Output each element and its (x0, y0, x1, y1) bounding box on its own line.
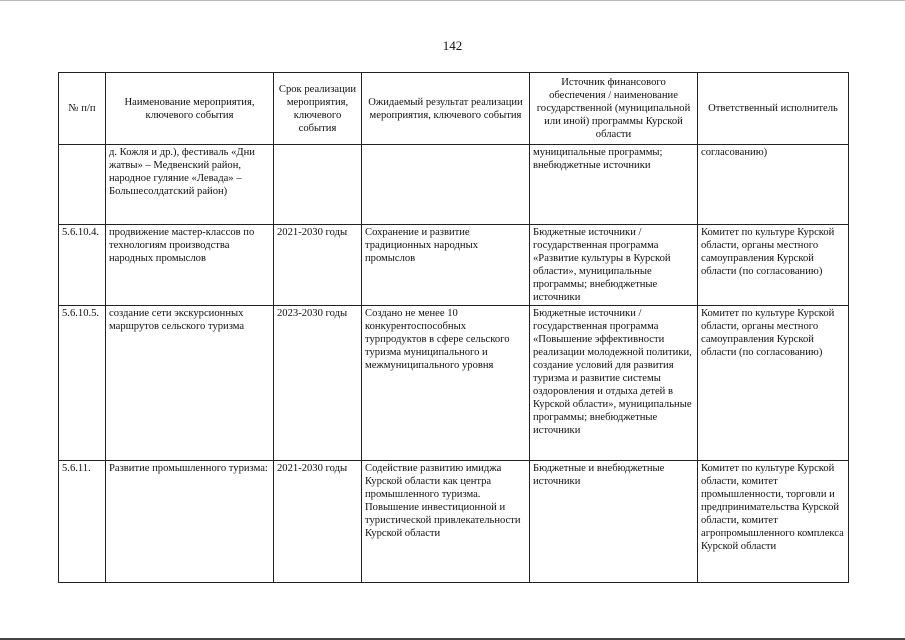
cell-term (274, 145, 362, 225)
table-header-row (59, 73, 849, 145)
table-row (59, 306, 849, 461)
cell-name: создание сети экскурсионных маршрутов сельского туризма (106, 306, 274, 461)
cell-responsible: Комитет по культуре Курской области, комитет промышленности, торговли и предпринимательства Курской области, комитет агропромышленного комплекса Курской области (698, 461, 849, 583)
cell-name: Развитие промышленного туризма: (106, 461, 274, 583)
cell-result (362, 145, 530, 225)
header-responsible: Ответственный исполнитель (698, 73, 849, 145)
measures-table (58, 72, 849, 583)
cell-term: 2021-2030 годы (274, 461, 362, 583)
header-source: Источник финансового обеспечения / наименование государственной (муниципальной или иной) программы Курской области (530, 73, 698, 145)
cell-source: Бюджетные источники / государственная программа «Повышение эффективности реализации молодежной политики, создание условий для развития туризма и развитие системы оздоровления и отдыха детей в Курской области», муниципальные программы; внебюджетные источники (530, 306, 698, 461)
cell-source: муниципальные программы; внебюджетные источники (530, 145, 698, 225)
cell-result: Содействие развитию имиджа Курской области как центра промышленного туризма. Повышение инвестиционной и туристической привлекательности Курской области (362, 461, 530, 583)
header-name: Наименование мероприятия, ключевого события (106, 73, 274, 145)
cell-result: Сохранение и развитие традиционных народных промыслов (362, 225, 530, 306)
cell-num (59, 145, 106, 225)
cell-name: продвижение мастер-классов по технологиям производства народных промыслов (106, 225, 274, 306)
table-row (59, 225, 849, 306)
cell-num: 5.6.10.5. (59, 306, 106, 461)
table-row (59, 145, 849, 225)
cell-responsible: Комитет по культуре Курской области, органы местного самоуправления Курской области (по согласованию) (698, 225, 849, 306)
cell-source: Бюджетные и внебюджетные источники (530, 461, 698, 583)
cell-term: 2021-2030 годы (274, 225, 362, 306)
page-top-edge (0, 0, 905, 1)
cell-result: Создано не менее 10 конкурентоспособных турпродуктов в сфере сельского туризма муниципального и межмуниципального уровня (362, 306, 530, 461)
cell-num: 5.6.11. (59, 461, 106, 583)
cell-num: 5.6.10.4. (59, 225, 106, 306)
cell-responsible: Комитет по культуре Курской области, органы местного самоуправления Курской области (по согласованию) (698, 306, 849, 461)
cell-responsible: согласованию) (698, 145, 849, 225)
table-row (59, 461, 849, 583)
header-num: № п/п (59, 73, 106, 145)
header-term: Срок реализации мероприятия, ключевого события (274, 73, 362, 145)
page-number: 142 (442, 38, 463, 53)
cell-name: д. Кожля и др.), фестиваль «Дни жатвы» – Медвенский район, народное гуляние «Левада» – Большесолдатский район) (106, 145, 274, 225)
cell-term: 2023-2030 годы (274, 306, 362, 461)
cell-source: Бюджетные источники / государственная программа «Развитие культуры в Курской области», муниципальные программы; внебюджетные источники (530, 225, 698, 306)
header-result: Ожидаемый результат реализации мероприятия, ключевого события (362, 73, 530, 145)
